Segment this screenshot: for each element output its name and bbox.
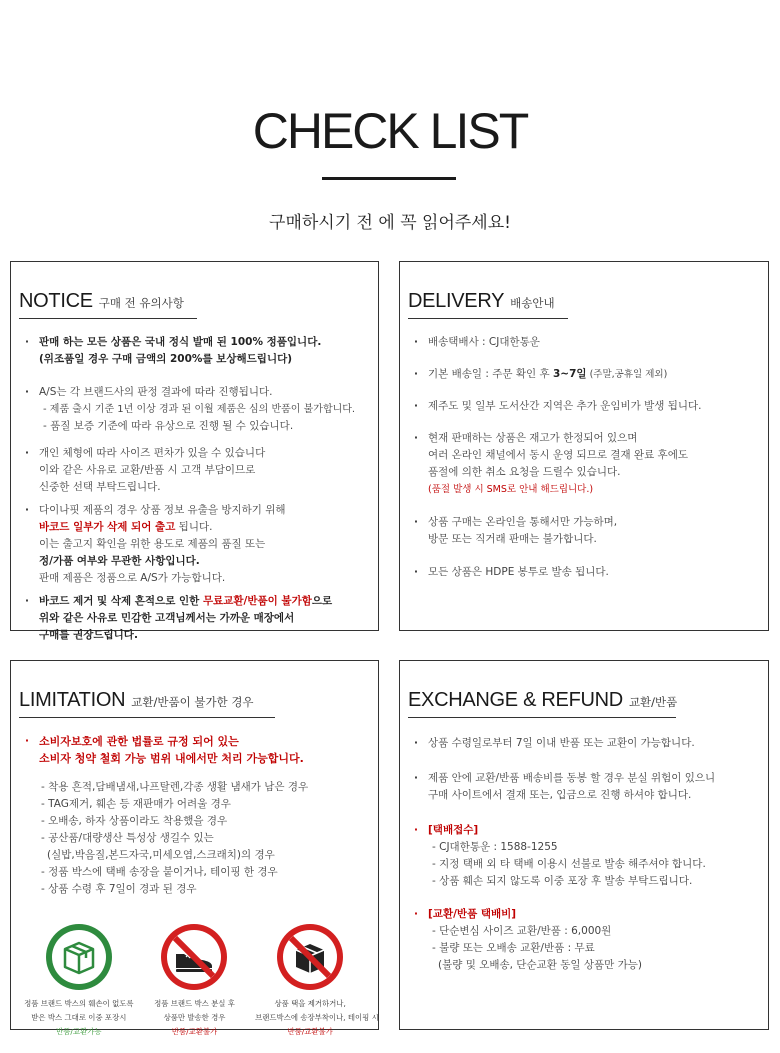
exchange-text: - 불량 또는 오배송 교환/반품 : 무료 [432, 942, 595, 954]
notice-heading [19, 290, 184, 313]
exchange-box [399, 660, 769, 1030]
notice-box [10, 261, 379, 641]
notice-text: 신중한 선택 부탁드립니다. [39, 481, 161, 493]
icon-caption: 상품 택을 제거하거나, [274, 999, 346, 1008]
delivery-title-en: DELIVERY [408, 290, 505, 312]
list-item: · 다이나핏 제품의 경우 상품 정보 유출을 방지하기 위해 바코드 일부가 삭제 되어 출고 됩니다. 이는 출고지 확인을 위한 용도로 제품의 품질 또는 정/가품 여부와 무관한 사항입니다. 판매 제품은 정품으로 A/S가 가능합니다. [25, 502, 370, 587]
law-notice: 소비자보호에 관한 법률로 규정 되어 있는 [39, 735, 239, 748]
list-item: · 소비자보호에 관한 법률로 규정 되어 있는 소비자 청약 철회 가능 범위 내에서만 처리 가능합니다. [25, 733, 370, 767]
exchange-heading-rule [408, 717, 676, 718]
delivery-text: 제주도 및 일부 도서산간 지역은 추가 운임비가 발생 됩니다. [428, 400, 702, 412]
list-item: · 제품 안에 교환/반품 배송비를 동봉 할 경우 분실 위험이 있으니 구매 사이트에서 결재 또는, 입금으로 진행 하셔야 합니다. [414, 770, 760, 804]
notice-text: (위조품일 경우 구매 금액의 200%를 보상해드립니다) [39, 353, 293, 365]
page-title: CHECK LIST [252, 103, 528, 159]
no-exchange-warning: 무료교환/반품이 불가함 [202, 595, 312, 607]
delivery-text: 기본 배송일 : 주문 확인 후 [428, 368, 553, 380]
notice-text: 바코드 제거 및 삭제 흔적으로 인한 [39, 595, 203, 607]
exchange-text: - 단순변심 사이즈 교환/반품 : 6,000원 [432, 925, 612, 937]
delivery-text: 현재 판매하는 상품은 재고가 한정되어 있으며 [428, 432, 638, 444]
notice-text: 됩니다. [175, 521, 213, 533]
delivery-heading [408, 290, 555, 313]
limitation-heading-rule [19, 717, 275, 718]
delivery-text: 상품 구매는 온라인을 통해서만 가능하며, [428, 516, 618, 528]
list-item: · 기본 배송일 : 주문 확인 후 3~7일 (주말,공휴일 제외) [414, 368, 668, 380]
delivery-title-ko: 배송안내 [510, 296, 555, 310]
limitation-text: - 정품 박스에 택배 송장을 붙이거나, 테이핑 한 경우 [41, 866, 278, 878]
notice-text: 이는 출고지 확인을 위한 용도로 제품의 품질 또는 [39, 538, 266, 550]
exchange-text: (불량 및 오배송, 단순교환 동일 상품만 가능) [438, 959, 642, 971]
taped-box-no-icon [276, 923, 344, 991]
exchange-text: - 지정 택배 외 타 택배 이용시 선불로 발송 해주셔야 합니다. [432, 858, 706, 870]
list-item: · A/S는 각 브랜드사의 판정 결과에 따라 진행됩니다. - 제품 출시 기준 1년 이상 경과 된 이월 제품은 심의 반품이 불가합니다. - 품질 보증 기준에 따라 유상으로 진행 될 수 있습니다. [25, 384, 370, 435]
exchange-title-ko: 교환/반품 [628, 695, 678, 709]
list-item: · 상품 수령일로부터 7일 이내 반품 또는 교환이 가능합니다. [414, 735, 760, 752]
limitation-text: - 착용 흔적,담배냄새,나프탈렌,각종 생활 냄새가 남은 경우 [41, 781, 309, 793]
notice-text: 정/가품 여부와 무관한 사항입니다. [39, 555, 200, 567]
notice-text: - 제품 출시 기준 1년 이상 경과 된 이월 제품은 심의 반품이 불가합니다. [43, 404, 356, 415]
list-item: · 상품 구매는 온라인을 통해서만 가능하며, 방문 또는 직거래 판매는 불가합니다. [414, 514, 760, 548]
icon-caption: 받은 박스 그대로 이중 포장시 [31, 1013, 127, 1022]
sub-list [25, 779, 370, 898]
exchange-text: 상품 수령일로부터 7일 이내 반품 또는 교환이 가능합니다. [428, 737, 695, 749]
exchange-heading [408, 689, 677, 712]
delivery-days: 3~7일 [553, 368, 587, 380]
delivery-text: 품절에 의한 취소 요청을 드릴수 있습니다. [428, 466, 621, 478]
limitation-text: - 공산품/대량생산 특성상 생길수 있는 [41, 832, 214, 844]
icon-caption: 정품 브랜드 박스 분실 후 [154, 999, 235, 1008]
icon-card [24, 923, 134, 1037]
list-item: · 배송택배사 : CJ대한통운 [414, 334, 760, 351]
icon-caption: 정품 브랜드 박스의 훼손이 없도록 [24, 999, 134, 1008]
delivery-text: 모든 상품은 HDPE 봉투로 발송 됩니다. [428, 566, 609, 578]
limitation-text: (실밥,박음질,본드자국,미세오염,스크래치)의 경우 [47, 849, 275, 861]
icon-card [139, 923, 249, 1037]
limitation-title-ko: 교환/반품이 불가한 경우 [131, 695, 254, 709]
notice-text: 이와 같은 사유로 교환/반품 시 고객 부담이므로 [39, 464, 256, 476]
notice-text: 개인 체형에 따라 사이즈 편차가 있을 수 있습니다 [39, 447, 266, 459]
delivery-heading-rule [408, 318, 568, 319]
barcode-warning: 바코드 일부가 삭제 되어 출고 [39, 521, 176, 533]
exchange-text: - CJ대한통운 : 1588-1255 [432, 841, 558, 853]
notice-text: 다이나핏 제품의 경우 상품 정보 유출을 방지하기 위해 [39, 504, 286, 516]
icon-card [255, 923, 379, 1037]
limitation-text: - TAG제거, 훼손 등 재판매가 어려울 경우 [41, 798, 231, 810]
shipping-fee-heading: [교환/반품 택배비] [428, 908, 517, 920]
notice-text: 판매 제품은 정품으로 A/S가 가능합니다. [39, 572, 226, 584]
list-item: · 바코드 제거 및 삭제 흔적으로 인한 무료교환/반품이 불가함으로 위와 같은 사유로 민감한 고객님께서는 가까운 매장에서 구매를 권장드립니다. [25, 593, 370, 644]
notice-text: 구매를 권장드립니다. [39, 629, 138, 641]
notice-list [25, 334, 370, 644]
limitation-icons [11, 923, 378, 1037]
box-ok-icon [45, 923, 113, 991]
delivery-text: 여러 온라인 채널에서 동시 운영 되므로 결재 완료 후에도 [428, 449, 688, 461]
notice-title-ko: 구매 전 유의사항 [98, 296, 184, 310]
delivery-list [414, 334, 760, 581]
exchange-list [414, 735, 760, 974]
notice-text: A/S는 각 브랜드사의 판정 결과에 따라 진행됩니다. [39, 386, 273, 398]
notice-title-en: NOTICE [19, 290, 93, 312]
shoe-no-icon [160, 923, 228, 991]
sms-notice: (품절 발생 시 SMS로 안내 해드립니다.) [428, 484, 594, 495]
icon-status: 반품/교환불가 [287, 1027, 333, 1036]
notice-text: 으로 [311, 595, 333, 607]
notice-heading-rule [19, 318, 197, 319]
icon-caption: 상품만 발송한 경우 [163, 1013, 226, 1022]
notice-text: - 품질 보증 기준에 따라 유상으로 진행 될 수 있습니다. [43, 420, 294, 432]
limitation-box [10, 660, 379, 1036]
delivery-text: (주말,공휴일 제외) [586, 369, 668, 380]
delivery-box [399, 261, 769, 631]
exchange-text: 제품 안에 교환/반품 배송비를 동봉 할 경우 분실 위험이 있으니 [428, 772, 716, 784]
list-item: · 판매 하는 모든 상품은 국내 정식 발매 된 100% 정품입니다. (위조품일 경우 구매 금액의 200%를 보상해드립니다) [25, 334, 370, 368]
delivery-text: 배송택배사 : CJ대한통운 [428, 336, 540, 348]
icon-status: 반품/교환불가 [171, 1027, 218, 1036]
limitation-title-en: LIMITATION [19, 689, 126, 711]
limitation-list [25, 733, 370, 898]
page-subtitle: 구매하시기 전 에 꼭 읽어주세요! [269, 213, 511, 233]
list-item: · 제주도 및 일부 도서산간 지역은 추가 운임비가 발생 됩니다. [414, 398, 760, 415]
exchange-text: 구매 사이트에서 결재 또는, 입금으로 진행 하셔야 합니다. [428, 789, 692, 801]
exchange-title-en: EXCHANGE & REFUND [408, 689, 623, 711]
limitation-heading [19, 689, 254, 712]
limitation-text: - 상품 수령 후 7일이 경과 된 경우 [41, 883, 197, 895]
icon-caption: 브랜드박스에 송장부착이나, 테이핑 시 [255, 1013, 379, 1022]
notice-text: 위와 같은 사유로 민감한 고객님께서는 가까운 매장에서 [39, 612, 295, 624]
list-item: · [교환/반품 택배비] - 단순변심 사이즈 교환/반품 : 6,000원 - 불량 또는 오배송 교환/반품 : 무료 (불량 및 오배송, 단순교환 동일 상품만 가능) [414, 906, 760, 974]
exchange-text: - 상품 훼손 되지 않도록 이중 포장 후 발송 부탁드립니다. [432, 875, 693, 887]
courier-heading: [택배접수] [428, 824, 479, 836]
icon-status: 반품/교환가능 [56, 1027, 102, 1036]
limitation-text: - 오배송, 하자 상품이라도 착용했을 경우 [41, 815, 228, 827]
list-item: · [택배접수] - CJ대한통운 : 1588-1255 - 지정 택배 외 타 택배 이용시 선불로 발송 해주셔야 합니다. - 상품 훼손 되지 않도록 이중 포장 후 발송 부탁드립니다. [414, 822, 760, 890]
delivery-text: 방문 또는 직거래 판매는 불가합니다. [428, 533, 597, 545]
law-notice: 소비자 청약 철회 가능 범위 내에서만 처리 가능합니다. [39, 752, 304, 765]
list-item: · 현재 판매하는 상품은 재고가 한정되어 있으며 여러 온라인 채널에서 동시 운영 되므로 결재 완료 후에도 품절에 의한 취소 요청을 드릴수 있습니다. (품절 발생 시 SMS로 안내 해드립니다.) [414, 430, 760, 498]
list-item: · 모든 상품은 HDPE 봉투로 발송 됩니다. [414, 564, 760, 581]
list-item: · 개인 체형에 따라 사이즈 편차가 있을 수 있습니다 이와 같은 사유로 교환/반품 시 고객 부담이므로 신중한 선택 부탁드립니다. [25, 445, 370, 496]
title-divider [322, 177, 456, 180]
notice-text: 판매 하는 모든 상품은 국내 정식 발매 된 100% 정품입니다. [39, 336, 322, 348]
